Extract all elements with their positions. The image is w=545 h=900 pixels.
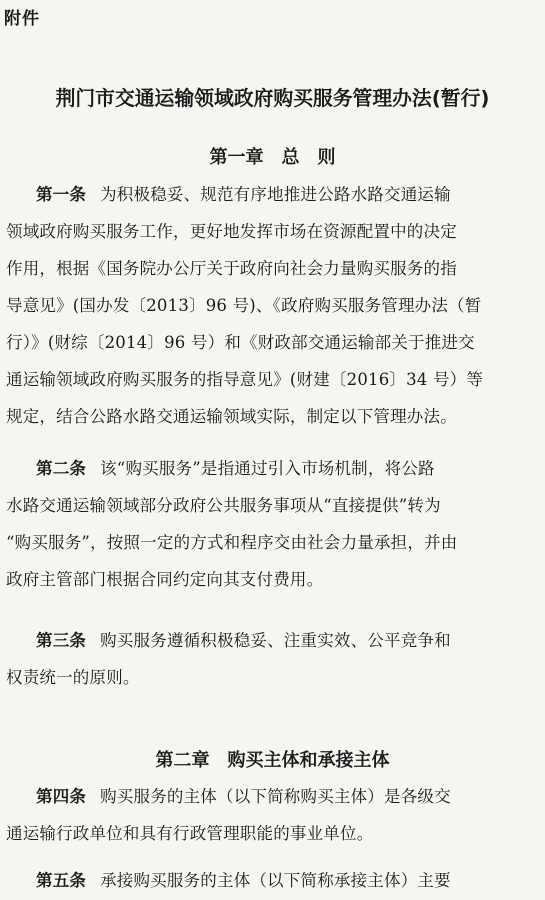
chapter-name: 总 则 xyxy=(281,147,336,168)
article-label: 第四条 xyxy=(36,787,87,806)
article-text-line: 购买服务的主体（以下简称购买主体）是各级交 xyxy=(100,787,451,806)
article-text-line: 购买服务遵循积极稳妥、注重实效、公平竞争和 xyxy=(100,631,451,650)
document-title: 荆门市交通运输领域政府购买服务管理办法(暂行) xyxy=(55,87,490,110)
article-label: 第五条 xyxy=(36,871,87,890)
article-text-line: 行）》(财综〔2014〕96 号）和《财政部交通运输部关于推进交 xyxy=(6,333,475,352)
article-paragraph xyxy=(6,778,536,852)
article-text-line: “购买服务”，按照一定的方式和程序交由社会力量承担，并由 xyxy=(6,533,458,552)
chapter-heading xyxy=(0,746,545,772)
article-paragraph xyxy=(6,622,536,696)
article-text-line: 承接购买服务的主体（以下简称承接主体）主要 xyxy=(100,871,451,890)
chapter-number: 第一章 xyxy=(209,147,264,168)
article-paragraph xyxy=(6,450,536,598)
article-text-line: 通运输领域政府购买服务的指导意见》(财建〔2016〕34 号）等 xyxy=(6,370,484,389)
article-text-line: 政府主管部门根据合同约定向其支付费用。 xyxy=(6,570,324,589)
article-text-line: 通运输行政单位和具有行政管理职能的事业单位。 xyxy=(6,824,374,843)
article-paragraph xyxy=(6,176,536,435)
article-text-line: 作用，根据《国务院办公厅关于政府向社会力量购买服务的指 xyxy=(6,259,457,278)
article-label: 第一条 xyxy=(36,185,87,204)
article-label: 第三条 xyxy=(36,631,87,650)
article-text-line: 规定，结合公路水路交通运输领域实际，制定以下管理办法。 xyxy=(6,407,457,426)
article-text-line: 导意见》(国办发〔2013〕96 号)、《政府购买服务管理办法（暂 xyxy=(6,296,482,315)
chapter-heading xyxy=(0,143,545,169)
article-text-line: 为积极稳妥、规范有序地推进公路水路交通运输 xyxy=(100,185,451,204)
article-text-line: 该“购买服务”是指通过引入市场机制，将公路 xyxy=(100,459,435,478)
article-paragraph xyxy=(6,862,536,899)
chapter-name: 购买主体和承接主体 xyxy=(227,750,390,771)
article-text-line: 权责统一的原则。 xyxy=(6,668,140,687)
article-text-line: 领域政府购买服务工作，更好地发挥市场在资源配置中的决定 xyxy=(6,222,457,241)
article-label: 第二条 xyxy=(36,459,87,478)
attachment-label: 附件 xyxy=(4,9,40,29)
chapter-number: 第二章 xyxy=(155,750,210,771)
article-text-line: 水路交通运输领域部分政府公共服务事项从“直接提供”转为 xyxy=(6,496,441,515)
